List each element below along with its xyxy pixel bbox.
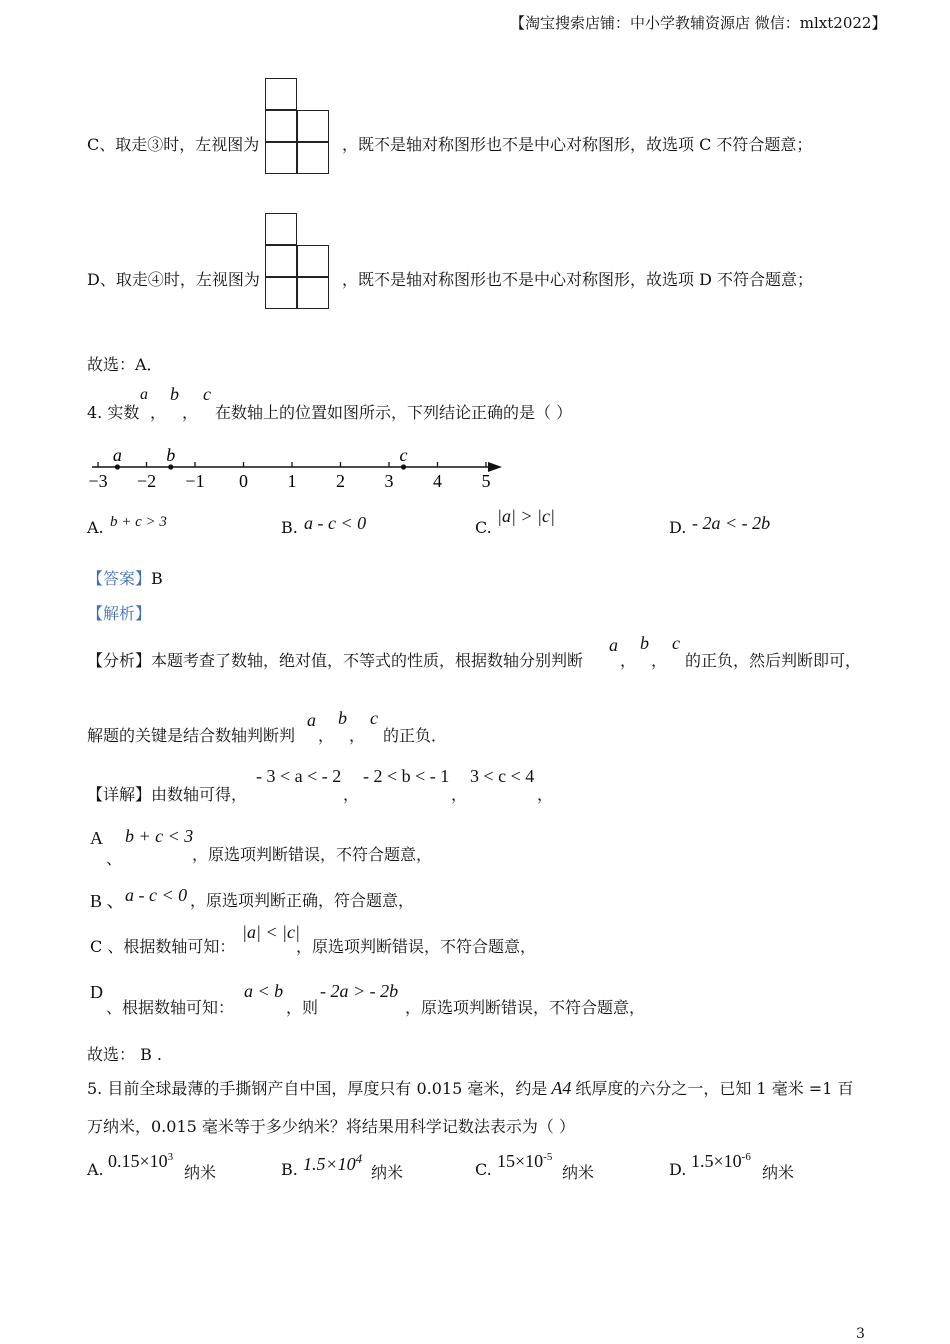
- step-a-sep: 、: [106, 849, 123, 868]
- q4-var-a: a: [140, 386, 148, 403]
- step-d-prefix: 、根据数轴可知：: [106, 998, 235, 1017]
- analysis-line1-a: 【分析】本题考查了数轴，绝对值，不等式的性质，根据数轴分别判断: [87, 651, 584, 670]
- number-line-tick-label: −3: [88, 471, 108, 491]
- analysis-tag: 【解析】: [87, 604, 152, 623]
- step-c-text: ，原选项判断错误，不符合题意，: [296, 937, 537, 956]
- q4-comma-2: ，: [182, 403, 199, 422]
- step-c-prefix: C 、根据数轴可知：: [90, 937, 236, 956]
- analysis2-comma-1: ，: [318, 726, 335, 745]
- analysis-comma-1: ，: [620, 651, 637, 670]
- step-b-expr: a - c < 0: [125, 885, 188, 905]
- step-b-letter: B 、: [90, 891, 125, 911]
- step-d-expr1: a < b: [244, 981, 284, 1001]
- q5-option-c-exp: -5: [543, 1151, 553, 1163]
- number-line-tick-label: 0: [239, 471, 248, 491]
- left-view-figure-c: [265, 78, 331, 176]
- analysis2-var-c: c: [370, 708, 378, 728]
- analysis-line2-b: 的正负．: [383, 726, 448, 745]
- step-a-expr: b + c < 3: [125, 826, 194, 846]
- prev-conclusion: 故选：A．: [87, 355, 163, 374]
- q4-stem-number: 4. 实数: [87, 403, 140, 422]
- prev-option-c-prefix: C、取走③时，左视图为: [87, 135, 260, 154]
- detail-comma-1: ，: [343, 785, 360, 804]
- q5-a4: A4: [551, 1078, 572, 1098]
- q5-line1: 5. 目前全球最薄的手撕钢产自中国，厚度只有 0.015 毫米，约是: [87, 1079, 548, 1098]
- q5-option-b-letter: B.: [281, 1160, 298, 1179]
- step-a-letter: A: [90, 828, 103, 848]
- number-line-tick-label: −2: [136, 471, 157, 491]
- q5-option-c-base: 15×10: [497, 1151, 544, 1171]
- analysis-comma-2: ，: [651, 651, 668, 670]
- q5-line1b: 纸厚度的六分之一，已知 1 毫米 =1 百: [575, 1079, 854, 1098]
- number-line-point-c: [401, 464, 406, 469]
- number-line-tick-label: 2: [336, 471, 345, 491]
- prev-option-d-suffix: ，既不是轴对称图形也不是中心对称图形，故选项 D 不符合题意；: [342, 270, 814, 289]
- left-view-figure-d: [265, 213, 331, 311]
- detail-ineq-c: 3 < c < 4: [470, 766, 535, 786]
- q5-option-a-exp: 3: [167, 1151, 174, 1163]
- q4-comma-1: ，: [150, 403, 167, 422]
- prev-option-c-suffix: ，既不是轴对称图形也不是中心对称图形，故选项 C 不符合题意；: [342, 135, 813, 154]
- step-d-letter: D: [90, 982, 103, 1002]
- number-line-point-a: [115, 464, 120, 469]
- step-d-text: ，原选项判断错误，不符合题意，: [405, 998, 646, 1017]
- analysis2-var-b: b: [338, 708, 347, 728]
- page-number: 3: [856, 1326, 865, 1342]
- number-line: [80, 440, 520, 496]
- analysis2-comma-2: ，: [349, 726, 366, 745]
- q4-option-a-letter: A.: [87, 518, 104, 537]
- detail-ineq-b: - 2 < b < - 1: [363, 766, 450, 786]
- q5-line2: 万纳米，0.015 毫米等于多少纳米？将结果用科学记数法表示为（ ）: [87, 1117, 575, 1136]
- analysis-var-c: c: [672, 633, 680, 653]
- q5-option-a-letter: A.: [87, 1160, 104, 1179]
- q4-option-d-expr: - 2a < - 2b: [692, 513, 771, 533]
- q5-option-b-unit: 纳米: [371, 1163, 404, 1182]
- q5-option-a-base: 0.15×10: [108, 1151, 168, 1171]
- q5-option-a-unit: 纳米: [184, 1163, 217, 1182]
- analysis-line1-b: 的正负，然后判断即可，: [685, 651, 862, 670]
- q4-var-b: b: [170, 384, 179, 404]
- q4-option-b-letter: B.: [281, 518, 298, 537]
- q4-option-b-expr: a - c < 0: [304, 513, 367, 533]
- number-line-point-label-c: c: [399, 445, 408, 465]
- answer-value: B: [151, 569, 163, 588]
- q4-var-c: c: [203, 384, 211, 404]
- q5-option-d-unit: 纳米: [762, 1163, 795, 1182]
- analysis2-var-a: a: [307, 710, 316, 730]
- q5-option-b-exp: 4: [355, 1151, 363, 1166]
- number-line-point-label-a: a: [112, 445, 122, 465]
- number-line-tick-label: 5: [481, 471, 491, 491]
- q4-option-c-letter: C.: [475, 518, 492, 537]
- page-header: 【淘宝搜索店铺：中小学教辅资源店 微信：mlxt2022】: [510, 14, 887, 32]
- step-b-text: ，原选项判断正确，符合题意，: [190, 891, 415, 910]
- q5-option-c-unit: 纳米: [562, 1163, 595, 1182]
- step-d-mid: ，则: [286, 998, 319, 1017]
- answer-tag: 【答案】: [87, 569, 152, 588]
- number-line-tick-label: 1: [287, 471, 297, 491]
- detail-ineq-a: - 3 < a < - 2: [256, 766, 342, 786]
- step-a-text: ，原选项判断错误，不符合题意，: [192, 845, 433, 864]
- detail-comma-3: ，: [537, 785, 554, 804]
- detail-prefix: 【详解】由数轴可得，: [87, 785, 248, 804]
- q5-option-b-base: 1.5×10: [303, 1154, 356, 1174]
- q5-option-d-letter: D.: [669, 1160, 687, 1179]
- number-line-tick-label: 3: [384, 471, 394, 491]
- q4-stem-rest: 在数轴上的位置如图所示，下列结论正确的是（ ）: [215, 403, 573, 422]
- number-line-point-label-b: b: [166, 445, 176, 465]
- prev-option-d-prefix: D、取走④时，左视图为: [87, 270, 260, 289]
- number-line-point-b: [168, 464, 173, 469]
- analysis-var-b: b: [640, 633, 649, 653]
- analysis-var-a: a: [609, 635, 618, 655]
- q5-option-d-base: 1.5×10: [691, 1151, 742, 1171]
- q4-option-d-letter: D.: [669, 518, 687, 537]
- q4-option-c-expr: |a| > |c|: [497, 506, 555, 526]
- q4-final: 故选： B .: [87, 1045, 163, 1064]
- detail-comma-2: ，: [451, 785, 468, 804]
- q5-option-d-exp: -6: [741, 1151, 751, 1163]
- q4-option-a-expr: b + c > 3: [110, 514, 167, 530]
- analysis-line2-a: 解题的关键是结合数轴判断判: [87, 726, 296, 745]
- number-line-tick-label: −1: [185, 471, 205, 491]
- step-c-expr: |a| < |c|: [242, 922, 300, 942]
- number-line-tick-label: 4: [433, 471, 442, 491]
- q5-option-c-letter: C.: [475, 1160, 492, 1179]
- step-d-expr2: - 2a > - 2b: [320, 981, 399, 1001]
